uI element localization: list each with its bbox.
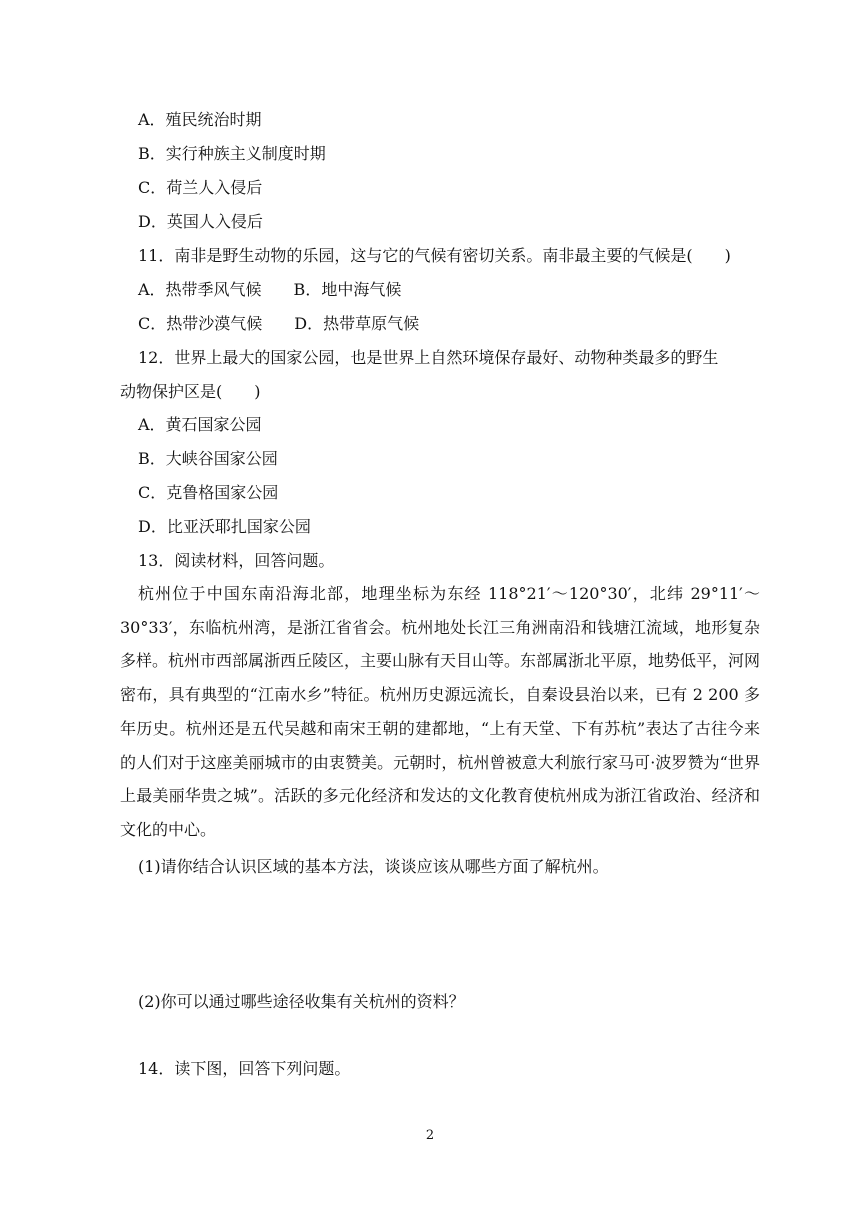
sub-question-1: (1)请你结合认识区域的基本方法，谈谈应该从哪些方面了解杭州。	[138, 857, 609, 876]
options-ab-q11: A．热带季风气候 B．地中海气候	[138, 280, 402, 299]
reading-material: 杭州位于中国东南沿海北部，地理坐标为东经 118°21′～120°30′，北纬 29°11′～30°33′，东临杭州湾，是浙江省省会。杭州地处长江三角洲南沿和钱塘江流域，地形复杂多样。杭州市西部属浙西丘陵区，主要山脉有天目山等。东部属浙北平原，地势低平，河网密布，具有典型的“江南水乡”特征。杭州历史源远流长，自秦设县治以来，已有 2 200 多年历史。杭州还是五代吴越和南宋王朝的建都地，“上有天堂、下有苏杭”表达了古往今来的人们对于这座美丽城市的由衷赞美。元朝时，杭州曾被意大利旅行家马可·波罗赞为“世界上最美丽华贵之城”。活跃的多元化经济和发达的文化教育使杭州成为浙江省政治、经济和文化的中心。	[120, 584, 761, 839]
option-c-q12: C．克鲁格国家公园	[138, 483, 279, 502]
question-12-line1: 12．世界上最大的国家公园，也是世界上自然环境保存最好、动物种类最多的野生	[138, 348, 719, 367]
option-d-q12: D．比亚沃耶扎国家公园	[138, 517, 311, 536]
question-14: 14．读下图，回答下列问题。	[138, 1059, 351, 1078]
options-cd-q11: C．热带沙漠气候 D．热带草原气候	[138, 314, 420, 333]
option-b-q10: B．实行种族主义制度时期	[138, 144, 326, 163]
sub-question-2: (2)你可以通过哪些途径收集有关杭州的资料？	[138, 992, 465, 1011]
question-11: 11．南非是野生动物的乐园，这与它的气候有密切关系。南非最主要的气候是( )	[138, 246, 731, 265]
option-a-q12: A．黄石国家公园	[138, 415, 262, 434]
option-b-q12: B．大峡谷国家公园	[138, 449, 278, 468]
question-13: 13．阅读材料，回答问题。	[138, 551, 335, 570]
option-c-q10: C．荷兰人入侵后	[138, 178, 263, 197]
option-a-q10: A．殖民统治时期	[138, 110, 262, 129]
question-12-line2: 动物保护区是( )	[120, 382, 261, 401]
option-d-q10: D．英国人入侵后	[138, 212, 263, 231]
page-number: 2	[425, 1128, 435, 1143]
